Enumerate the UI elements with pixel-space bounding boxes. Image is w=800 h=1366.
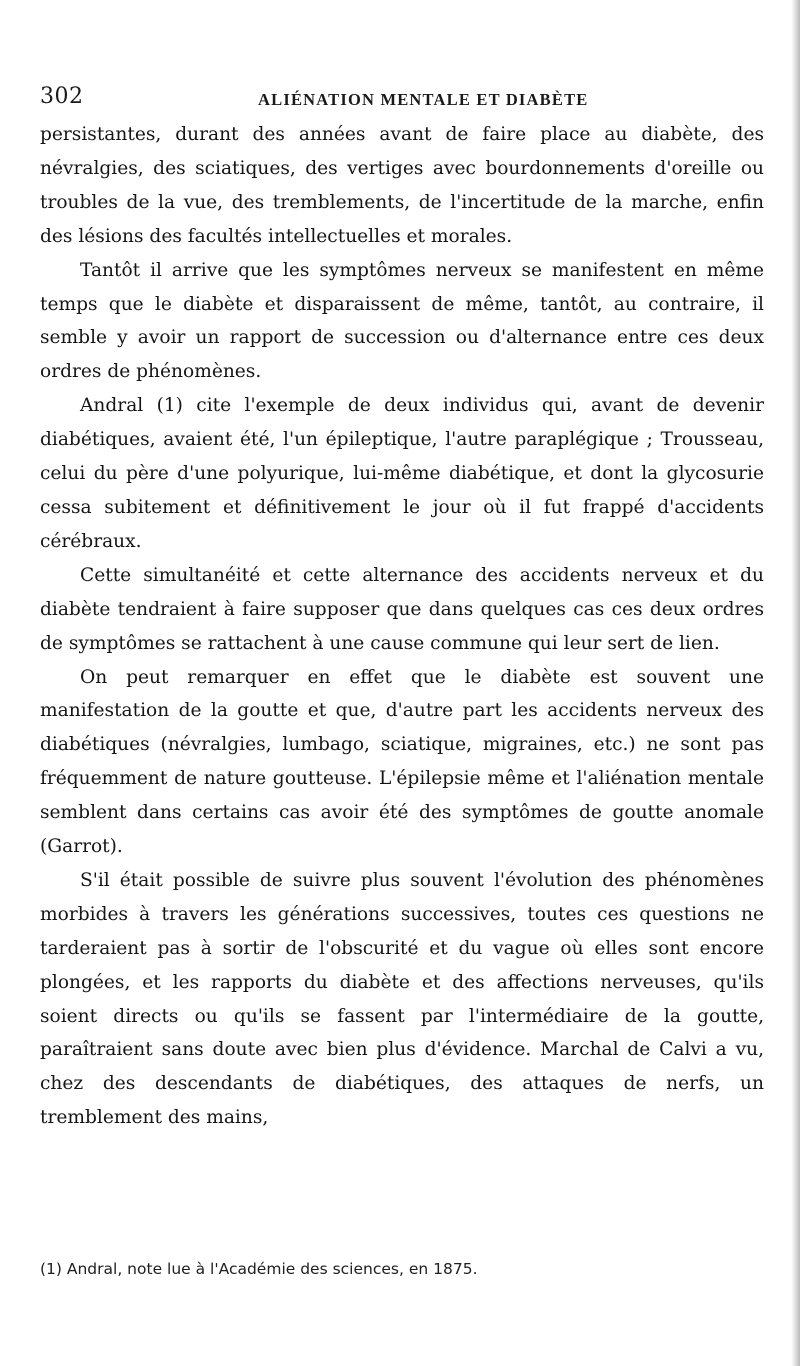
paragraph: persistantes, durant des années avant de faire place au diabète, des névralgies, des sciatiques, des vertiges avec bourdonnements d'oreille ou troubles de la vue, des tremblements, de l'incertitude de la marche, enfin des lésions des facultés intellectuelles et morales. — [40, 124, 764, 247]
running-title: ALIÉNATION MENTALE ET DIABÈTE — [258, 90, 589, 109]
page-header — [40, 80, 760, 116]
page-number: 302 — [40, 84, 84, 109]
paragraph: Andral (1) cite l'exemple de deux individus qui, avant de devenir diabétiques, avaient été, l'un épileptique, l'autre paraplégique ; Trousseau, celui du père d'une polyurique, lui-même diabétique, et dont la glycosurie cessa subitement et définitivement le jour où il fut frappé d'accidents cérébraux. — [40, 395, 764, 552]
paragraph: On peut remarquer en effet que le diabète est souvent une manifestation de la goutte et que, d'autre part les accidents nerveux des diabétiques (névralgies, lumbago, sciatique, migraines, etc.) ne sont pas fréquemment de nature goutteuse. L'épilepsie même et l'aliénation mentale semblent dans certains cas avoir été des symptômes de goutte anomale (Garrot). — [40, 666, 764, 858]
paragraph: Tantôt il arrive que les symptômes nerveux se manifestent en même temps que le diabète et disparaissent de même, tantôt, au contraire, il semble y avoir un rapport de succession ou d'alternance entre ces deux ordres de phénomènes. — [40, 259, 764, 383]
page-edge-shadow — [791, 0, 800, 1366]
footnote: (1) Andral, note lue à l'Académie des sciences, en 1875. — [40, 1260, 478, 1278]
body-text — [40, 118, 764, 1135]
paragraph: Cette simultanéité et cette alternance des accidents nerveux et du diabète tendraient à faire supposer que dans quelques cas ces deux ordres de symptômes se rattachent à une cause commune qui leur sert de lien. — [40, 564, 764, 654]
paragraph: S'il était possible de suivre plus souvent l'évolution des phénomènes morbides à travers les générations successives, toutes ces questions ne tarderaient pas à sortir de l'obscurité et du vague où elles sont encore plongées, et les rapports du diabète et des affections nerveuses, qu'ils soient directs ou qu'ils se fassent par l'intermédiaire de la goutte, paraîtraient sans doute avec bien plus d'évidence. Marchal de Calvi a vu, chez des descendants de diabétiques, des attaques de nerfs, un tremblement des mains, — [40, 869, 764, 1129]
